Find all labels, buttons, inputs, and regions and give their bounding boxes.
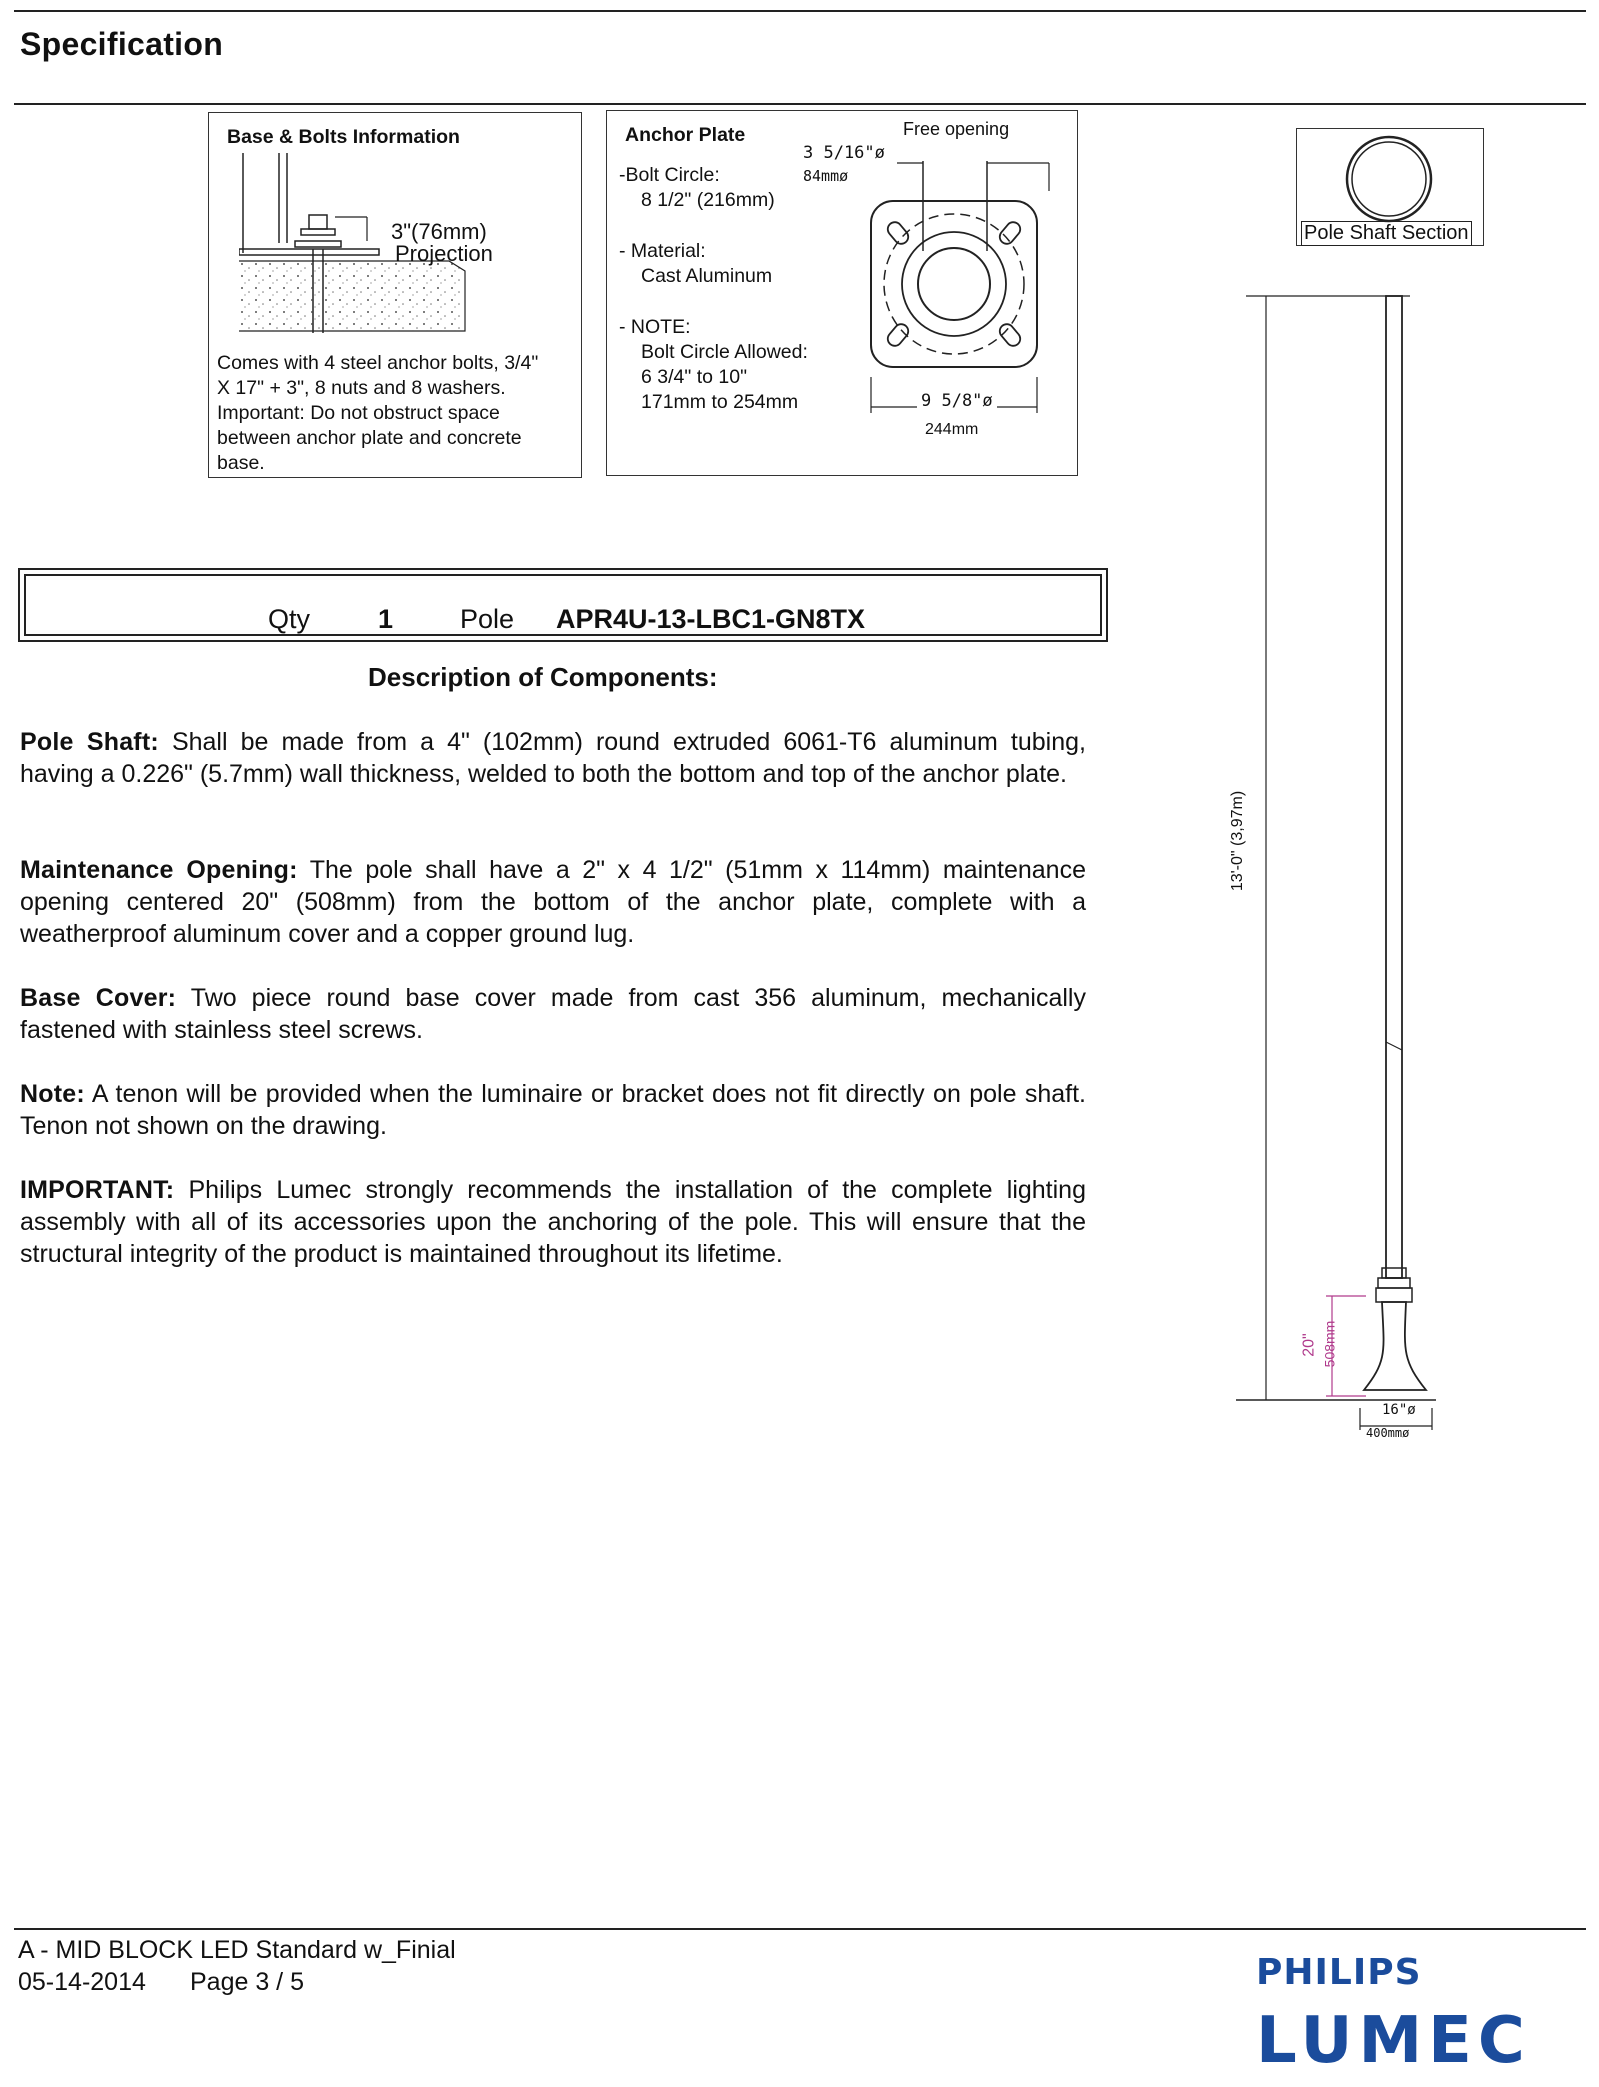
- page-title: Specification: [20, 26, 224, 62]
- opening-height-mm: 508mm: [1321, 1320, 1338, 1368]
- projection-label: Projection: [395, 241, 493, 266]
- note-paragraph: [20, 1078, 1086, 1142]
- philips-logo: PHILIPS: [1256, 1952, 1422, 1993]
- pole-shaft-label: Pole Shaft:: [20, 728, 159, 756]
- maintenance-text: The pole shall have a 2" x 4 1/2" (51mm x 114mm) maintenance opening centered 20" (508mm) from the bottom of the anchor plate, complete with a weatherproof aluminum cover and a copper ground lug.: [20, 856, 1086, 948]
- base-cover-label: Base Cover:: [20, 984, 177, 1012]
- important-paragraph: [20, 1174, 1086, 1270]
- anchor-plate-heading: Anchor Plate: [625, 124, 746, 146]
- maintenance-label: Maintenance Opening:: [20, 856, 298, 884]
- pole-elevation-drawing: [1236, 280, 1436, 1460]
- bolt-circle-note: - NOTE: Bolt Circle Allowed: 6 3/4" to 10" 171mm to 254mm: [619, 316, 808, 413]
- pole-height-dim: 13'-0" (3,97m): [1229, 790, 1247, 892]
- anchor-plate-diagram: [867, 151, 1077, 421]
- lumec-logo: LUMEC: [1256, 2004, 1531, 2078]
- pole-section-circle: [1343, 133, 1435, 225]
- material-spec: - Material: Cast Aluminum: [619, 240, 773, 287]
- base-diameter-mm: 400mmø: [1366, 1426, 1410, 1440]
- pole-shaft-text: Shall be made from a 4" (102mm) round extruded 6061-T6 aluminum tubing, having a 0.226" (5.7mm) wall thickness, welded to both the bottom and top of the anchor plate.: [20, 728, 1086, 788]
- anchor-bolts-note: Comes with 4 steel anchor bolts, 3/4" X 17" + 3", 8 nuts and 8 washers. Important: Do not obstruct space between anchor plate and concrete base.: [217, 352, 539, 474]
- free-opening-label: Free opening: [903, 119, 1010, 139]
- top-rule: [14, 10, 1586, 12]
- qty-label: Qty: [268, 604, 311, 634]
- pole-shaft-paragraph: [20, 726, 1086, 790]
- document-date: 05-14-2014: [18, 1968, 146, 1996]
- footer-rule: [14, 1928, 1586, 1930]
- base-cover-text: Two piece round base cover made from cast 356 aluminum, mechanically fastened with stainless steel screws.: [20, 984, 1086, 1044]
- base-bolts-heading: Base & Bolts Information: [227, 126, 460, 148]
- important-text: Philips Lumec strongly recommends the installation of the complete lighting assembly with all of its accessories upon the anchoring of the pole. This will ensure that the structural integrity of the product is maintained throughout its lifetime.: [20, 1176, 1086, 1268]
- important-label: IMPORTANT:: [20, 1176, 175, 1204]
- pole-label: Pole: [460, 604, 515, 634]
- free-opening-dim-mm: 84mmø: [803, 167, 849, 185]
- maintenance-paragraph: [20, 854, 1086, 950]
- description-heading: Description of Components:: [368, 662, 718, 692]
- page-number: Page 3 / 5: [190, 1968, 304, 1996]
- anchor-plate-box: [606, 110, 1078, 476]
- opening-height-inch: 20": [1300, 1333, 1318, 1357]
- header-rule: [14, 103, 1586, 105]
- base-bolts-box: [208, 112, 582, 478]
- project-name: A - MID BLOCK LED Standard w_Finial: [18, 1936, 456, 1964]
- projection-dim-inch: 3"(76mm): [391, 219, 487, 244]
- note-text: A tenon will be provided when the luminaire or bracket does not fit directly on pole shaft. Tenon not shown on the drawing.: [20, 1080, 1086, 1140]
- base-diameter-inch: 16"ø: [1382, 1402, 1416, 1418]
- base-cover-paragraph: [20, 982, 1086, 1046]
- plate-dim-mm: 244mm: [925, 421, 979, 438]
- pole-section-label: Pole Shaft Section: [1301, 221, 1472, 246]
- qty-value: 1: [378, 604, 394, 634]
- bolt-circle-spec: -Bolt Circle: 8 1/2" (216mm): [619, 164, 775, 211]
- part-number: APR4U-13-LBC1-GN8TX: [556, 604, 866, 634]
- free-opening-dim-inch: 3 5/16"ø: [803, 143, 885, 163]
- note-label: Note:: [20, 1080, 85, 1108]
- plate-dim-inch: 9 5/8"ø: [917, 391, 997, 411]
- pole-shaft-section-box: [1296, 128, 1484, 246]
